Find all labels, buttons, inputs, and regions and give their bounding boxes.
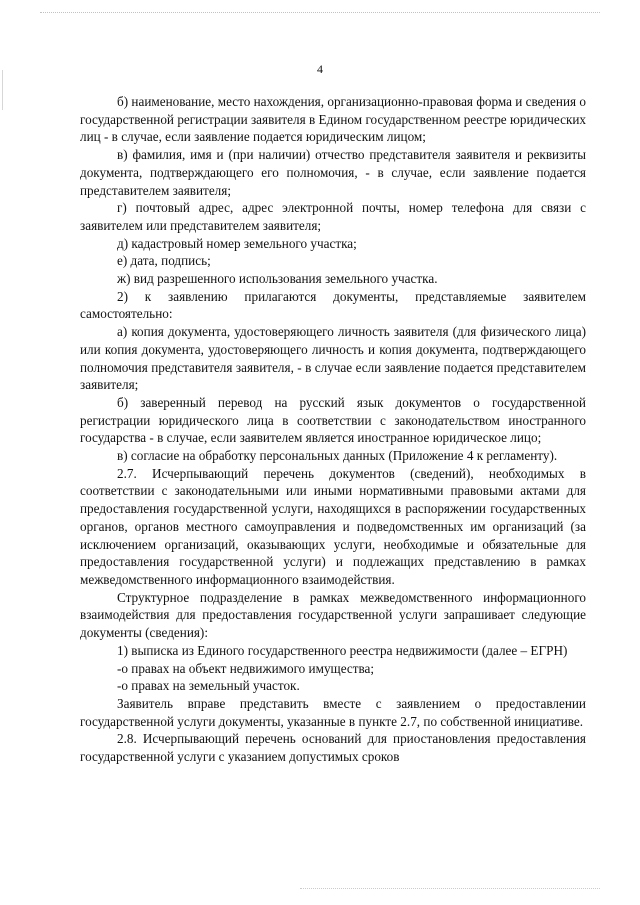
scan-edge-top: [40, 12, 600, 13]
paragraph-egrn-extract: 1) выписка из Единого государственного реестра недвижимости (далее – ЕГРН): [117, 642, 568, 658]
paragraph-d-cadastral: д) кадастровый номер земельного участка;: [117, 235, 357, 251]
paragraph-b-name: б) наименование, место нахождения, организационно-правовая форма и сведения о государственной регистрации заявителя в Едином государственном реестре юридических лиц - в случае, если заявление подается юридическим лицом;: [80, 94, 586, 145]
paragraph-applicant-initiative: Заявитель вправе представить вместе с заявлением о предоставлении государственной услуги документы, указанные в пункте 2.7, по собственной инициативе.: [80, 695, 586, 729]
paragraph-structural-unit: Структурное подразделение в рамках межведомственного информационного взаимодействия для предоставления государственной услуги запрашивает следующие документы (сведения):: [80, 589, 586, 641]
paragraph-zh-usage: ж) вид разрешенного использования земельного участка.: [117, 271, 438, 287]
paragraph-v-representative: в) фамилия, имя и (при наличии) отчество представителя заявителя и реквизиты документа, подтверждающего его полномочия, - в случае, если заявление подается представителем заявителя;: [80, 147, 586, 198]
paragraph-v-consent: в) согласие на обработку персональных данных (Приложение 4 к регламенту).: [117, 448, 558, 464]
document-body: [80, 93, 586, 766]
page-number: 4: [317, 62, 323, 76]
scan-edge-left: [2, 70, 3, 110]
paragraph-rights-land: -о правах на земельный участок.: [117, 678, 300, 694]
paragraph-2-7-documents: 2.7. Исчерпывающий перечень документов (сведений), необходимых в соответствии с законодательными или иными нормативными правовыми актами для предоставления государственной услуги, находящихся в распоряжении государственных органов, органов местного самоуправления и подведомственных им организаций (за исключением организаций, оказывающих услуги, необходимые и обязательные для предоставления государственной услуги) и подлежащих представлению в рамках межведомственного информационного взаимодействия.: [80, 465, 586, 587]
paragraph-a-identity: а) копия документа, удостоверяющего личность заявителя (для физического лица) или копия документа, удостоверяющего личность и копия документа, подтверждающего полномочия представителя заявителя, - в случае если заявление подается представителем заявителя;: [80, 324, 586, 393]
paragraph-b-translation: б) заверенный перевод на русский язык документов о государственной регистрации юридического лица в соответствии с законодательством иностранного государства - в случае, если заявителем является иностранное юридическое лицо;: [80, 394, 586, 446]
scan-edge-bottom: [300, 888, 600, 889]
paragraph-2-attachments: 2) к заявлению прилагаются документы, представляемые заявителем самостоятельно:: [80, 288, 586, 322]
paragraph-e-date: е) дата, подпись;: [117, 253, 211, 269]
paragraph-g-contacts: г) почтовый адрес, адрес электронной почты, номер телефона для связи с заявителем или представителем заявителя;: [80, 200, 586, 233]
paragraph-2-8-suspension: 2.8. Исчерпывающий перечень оснований для приостановления предоставления государственной услуги с указанием допустимых сроков: [80, 731, 586, 765]
paragraph-rights-property: -о правах на объект недвижимого имущества;: [117, 660, 375, 676]
